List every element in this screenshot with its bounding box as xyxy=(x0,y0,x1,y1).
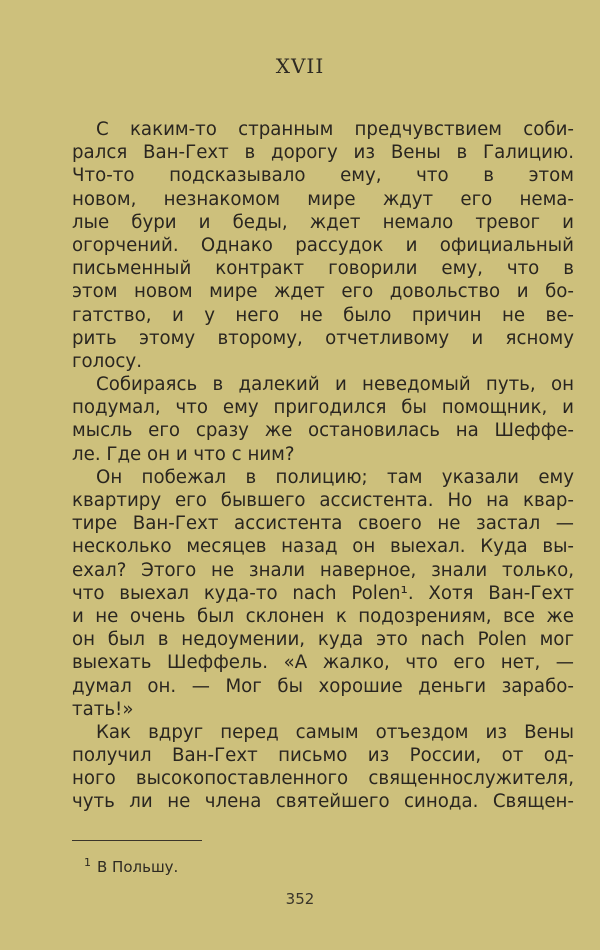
text-line: голосу. xyxy=(72,350,142,372)
text-line: Собираясь в далекий и неведомый путь, он xyxy=(96,374,574,396)
text-line: новом, незнакомом мире ждут его нема- xyxy=(72,188,574,210)
text-line: лые бури и беды, ждет немало тревог и xyxy=(72,211,574,233)
text-line: Что-то подсказывало ему, что в этом xyxy=(72,165,574,187)
text-line: огорчений. Однако рассудок и официальный xyxy=(72,234,574,256)
text-line: тать!» xyxy=(72,698,134,720)
footnote-marker: 1 xyxy=(84,856,91,869)
text-line: этом новом мире ждет его довольство и бо- xyxy=(72,281,574,303)
body-text xyxy=(72,118,574,814)
text-line: несколько месяцев назад он выехал. Куда вы- xyxy=(72,536,574,558)
footnote xyxy=(84,856,178,876)
chapter-heading: XVII xyxy=(275,54,325,78)
text-line: ле. Где он и что с ним? xyxy=(72,443,295,465)
text-line: письменный контракт говорили ему, что в xyxy=(72,258,574,280)
footnote-text: В Польшу. xyxy=(97,858,179,876)
text-line: квартиру его бывшего ассистента. Но на квар- xyxy=(72,490,574,511)
text-line: Как вдруг перед самым отъездом из Вены xyxy=(96,721,574,743)
text-line: получил Ван-Гехт письмо из России, от од- xyxy=(72,745,574,767)
text-line: тире Ван-Гехт ассистента своего не застал — xyxy=(72,513,574,535)
text-line: рался Ван-Гехт в дорогу из Вены в Галицию. xyxy=(72,142,574,164)
text-line: ного высокопоставленного священнослужителя, xyxy=(72,768,574,790)
text-line: ехал? Этого не знали наверное, знали только, xyxy=(72,559,574,581)
text-line: и не очень был склонен к подозрениям, все же xyxy=(72,605,574,627)
text-line: С каким-то странным предчувствием соби- xyxy=(96,119,574,140)
text-line: подумал, что ему пригодился бы помощник, и xyxy=(72,397,574,419)
text-line: чуть ли не члена святейшего синода. Священ- xyxy=(72,791,574,813)
page-number: 352 xyxy=(285,890,315,908)
text-line: что выехал куда-то nach Polen¹. Хотя Ван-Гехт xyxy=(72,582,574,604)
footnote-divider xyxy=(72,840,202,841)
text-line: он был в недоумении, куда это nach Polen мог xyxy=(72,629,574,651)
text-line: думал он. — Мог бы хорошие деньги зарабо- xyxy=(72,675,574,697)
text-line: Он побежал в полицию; там указали ему xyxy=(96,466,574,488)
text-line: мысль его сразу же остановилась на Шеффе- xyxy=(72,420,574,442)
text-line: рить этому второму, отчетливому и ясному xyxy=(72,327,574,349)
text-line: выехать Шеффель. «А жалко, что его нет, — xyxy=(72,652,574,674)
text-line: гатство, и у него не было причин не ве- xyxy=(72,304,574,326)
